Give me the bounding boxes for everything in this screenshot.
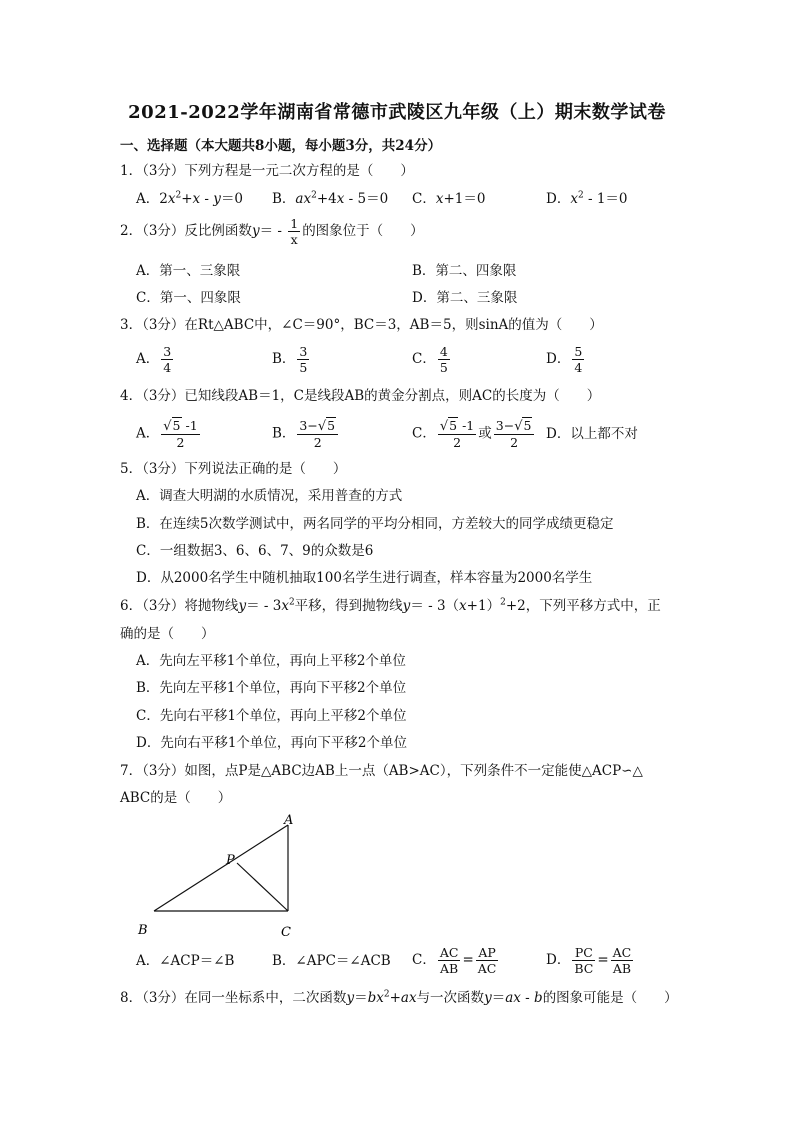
- q5-option-d: D．从2000名学生中随机抽取100名学生进行调查，样本容量为2000名学生: [136, 570, 593, 586]
- q1-stem: 1．（3分）下列方程是一元二次方程的是（ ）: [120, 163, 414, 179]
- section-heading: 一、选择题（本大题共8小题，每小题3分，共24分）: [120, 138, 442, 154]
- q1-option-a: A．$2x^2+x - y=0$: [136, 190, 244, 207]
- q7-stem: 7．（3分）如图，点P是△ABC边AB上一点（AB>AC），下列条件不一定能使△ACP∽△: [120, 763, 643, 779]
- q6-stem: 6．（3分）将抛物线$y= - 3x^2$平移，得到抛物线$y= - 3(x+1)^2+2$，下列平移方式中，正: [120, 597, 661, 614]
- label-p: P: [226, 853, 235, 868]
- q3-option-d: D． $\frac{5}{4}$: [546, 344, 583, 375]
- q6-option-d: D．先向右平移1个单位，再向下平移2个单位: [136, 735, 408, 751]
- segment-pc: [237, 863, 288, 911]
- q8-stem: 8．（3分）在同一坐标系中，二次函数$y=bx^2+ax$与一次函数y＝ax - b的图象可能是（ ）: [120, 989, 678, 1006]
- q6-stem-cont: 确的是（ ）: [120, 626, 215, 642]
- page-title: 2021-2022学年湖南省常德市武陵区九年级（上）期末数学试卷: [128, 102, 666, 123]
- q4-option-b: B． $\frac{3-√5}{2}$: [272, 418, 340, 450]
- q2-option-a: A．第一、三象限: [136, 263, 241, 279]
- q5-option-c: C．一组数据3、6、6、7、9的众数是6: [136, 543, 374, 559]
- q1-option-b: B．$ax^2+4x - 5=0$: [272, 190, 389, 207]
- q4-option-c: C． $\frac{√5 -1}{2}$ 或 $\frac{3-√5}{2}$: [412, 418, 536, 450]
- q5-option-a: A．调查大明湖的水质情况，采用普查的方式: [136, 488, 403, 504]
- q1-option-c: C．x+1＝0: [412, 191, 486, 207]
- q3-option-a: A． $\frac{3}{4}$: [136, 344, 172, 375]
- label-a: A: [284, 813, 294, 828]
- q5-option-b: B．在连续5次数学测试中，两名同学的平均分相同，方差较大的同学成绩更稳定: [136, 516, 614, 532]
- q6-option-b: B．先向左平移1个单位，再向下平移2个单位: [136, 680, 407, 696]
- q7-option-d: D． $\frac{PC}{BC}$ = $\frac{AC}{AB}$: [546, 945, 632, 976]
- label-c: C: [281, 925, 291, 940]
- q2-option-b: B．第二、四象限: [412, 263, 517, 279]
- q4-stem: 4．（3分）已知线段AB＝1，C是线段AB的黄金分割点，则AC的长度为（ ）: [120, 388, 601, 404]
- q4-option-a: A． $\frac{√5 -1}{2}$: [136, 418, 198, 450]
- q4-option-d: D．以上都不对: [546, 426, 638, 442]
- segment-ab: [154, 825, 288, 911]
- fraction: $\frac{1}{x}$: [290, 216, 299, 247]
- q3-option-c: C． $\frac{4}{5}$: [412, 344, 448, 375]
- label-b: B: [138, 923, 148, 938]
- q6-option-a: A．先向左平移1个单位，再向上平移2个单位: [136, 653, 406, 669]
- q3-stem: 3．（3分）在Rt△ABC中，∠C＝90°，BC＝3，AB＝5，则sinA的值为（ ）: [120, 317, 603, 333]
- triangle-figure: [128, 812, 308, 940]
- q1-option-d: D．$x^2 - 1=0$: [546, 190, 628, 207]
- q3-option-b: B． $\frac{3}{5}$: [272, 344, 308, 375]
- q2-option-d: D．第二、三象限: [412, 290, 518, 306]
- q7-stem-cont: ABC的是（ ）: [120, 790, 232, 806]
- q7-option-a: A．∠ACP＝∠B: [136, 953, 235, 969]
- q6-option-c: C．先向右平移1个单位，再向上平移2个单位: [136, 708, 407, 724]
- q2-stem: 2．（3分）反比例函数y＝ - $\frac{1}{x}$ 的图象位于（ ）: [120, 216, 424, 247]
- q7-option-b: B．∠APC＝∠ACB: [272, 953, 391, 969]
- q7-option-c: C． $\frac{AC}{AB}$ = $\frac{AP}{AC}$: [412, 945, 497, 976]
- q5-stem: 5．（3分）下列说法正确的是（ ）: [120, 461, 347, 477]
- q2-option-c: C．第一、四象限: [136, 290, 241, 306]
